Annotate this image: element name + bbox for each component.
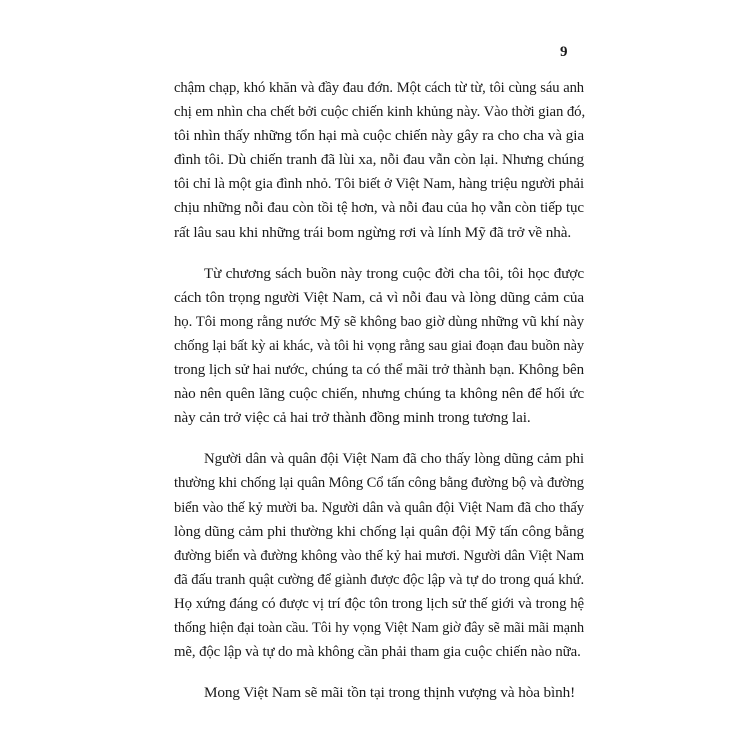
- text-line: tôi nhìn thấy những tổn hại mà cuộc chiến này gây ra cho cha và gia: [174, 127, 584, 145]
- text-line: thường khi chống lại quân Mông Cổ tấn công bằng đường bộ và đường: [174, 475, 584, 492]
- text-line: mẽ, độc lập và tự do mà không cần phải tham gia cuộc chiến nào nữa.: [174, 644, 581, 661]
- text-line: Từ chương sách buồn này trong cuộc đời cha tôi, tôi học được: [204, 264, 584, 282]
- text-line: chị em nhìn cha chết bởi cuộc chiến kinh khủng này. Vào thời gian đó,: [174, 104, 586, 121]
- text-line: lòng dũng cảm phi thường khi chống lại quân đội Mỹ tấn công bằng: [174, 522, 584, 540]
- body-text: [174, 76, 584, 722]
- text-line: chống lại bất kỳ ai khác, và tôi hi vọng rằng sau giai đoạn đau buồn này: [174, 337, 584, 354]
- text-line: biển vào thế kỷ mười ba. Người dân và quân đội Việt Nam đã cho thấy: [174, 499, 584, 516]
- paragraph-1: [174, 76, 584, 245]
- paragraph-2: [174, 262, 584, 431]
- text-line: họ. Tôi mong rằng nước Mỹ sẽ không bao giờ dùng những vũ khí này: [174, 313, 584, 330]
- text-line: thống hiện đại toàn cầu. Tôi hy vọng Việt Nam giờ đây sẽ mãi mãi mạnh: [174, 619, 584, 636]
- text-line: rất lâu sau khi những trái bom ngừng rơi và lính Mỹ đã trở về nhà.: [174, 223, 572, 241]
- text-line: Họ xứng đáng có được vị trí độc tôn trong lịch sử thế giới và trong hệ: [174, 595, 584, 612]
- text-line: chịu những nỗi đau còn tồi tệ hơn, và nỗi đau của họ vẫn còn tiếp tục: [174, 200, 584, 217]
- text-line: cách tôn trọng người Việt Nam, cả vì nỗi đau và lòng dũng cảm của: [174, 288, 584, 306]
- paragraph-3: [174, 447, 584, 664]
- text-line: đã đấu tranh quật cường để giành được độc lập và tự do trong quá khứ.: [174, 571, 584, 588]
- text-line: chậm chạp, khó khăn và đầy đau đớn. Một cách từ từ, tôi cùng sáu anh: [174, 80, 584, 96]
- text-line: nào nên quên lãng cuộc chiến, nhưng chúng ta không nên để hối ức: [174, 385, 584, 403]
- paragraph-4: [174, 681, 584, 705]
- text-line: Người dân và quân đội Việt Nam đã cho thấy lòng dũng cảm phi: [204, 451, 584, 468]
- text-line: đường biển và đường không vào thế kỷ hai mươi. Người dân Việt Nam: [174, 547, 584, 564]
- text-line: Mong Việt Nam sẽ mãi tồn tại trong thịnh vượng và hòa bình!: [204, 684, 576, 702]
- text-line: tôi chỉ là một gia đình nhỏ. Tôi biết ở Việt Nam, hàng triệu người phải: [174, 176, 584, 193]
- text-line: này cản trở việc cả hai trở thành đồng minh trong tương lai.: [174, 409, 531, 427]
- page-number: 9: [560, 44, 568, 60]
- text-line: trong lịch sử hai nước, chúng ta có thể mãi trở thành bạn. Không bên: [174, 362, 584, 379]
- text-line: đình tôi. Dù chiến tranh đã lùi xa, nỗi đau vẫn còn lại. Nhưng chúng: [174, 151, 584, 169]
